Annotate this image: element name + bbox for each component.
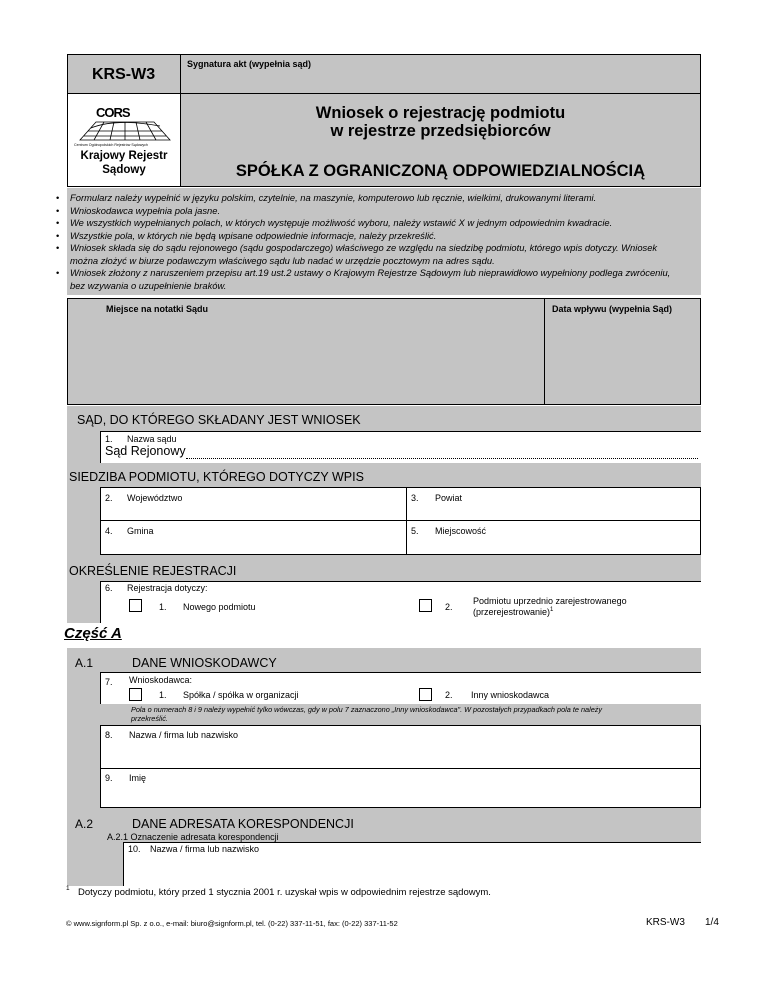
correspondence-name-field[interactable] xyxy=(123,842,701,886)
new-entity-checkbox[interactable] xyxy=(129,599,142,612)
page-number: 1/4 xyxy=(705,917,719,928)
field-label: Nazwa sądu xyxy=(127,434,177,444)
logo-box xyxy=(67,93,181,187)
court-notes-area xyxy=(67,298,545,405)
option-number: 1. xyxy=(159,602,167,612)
option-label: Podmiotu uprzednio zarejestrowanego xyxy=(473,596,627,606)
court-name-field[interactable] xyxy=(100,431,701,463)
receipt-date-area xyxy=(544,298,701,405)
reregistration-checkbox[interactable] xyxy=(419,599,432,612)
footer-copyright: © www.signform.pl Sp. z o.o., e-mail: biuro@signform.pl, tel. (0-22) 337-11-51, fax: (0-22) 337-11-52 xyxy=(66,919,398,928)
title-box xyxy=(180,93,701,187)
section-code: A.1 xyxy=(75,656,94,670)
section-heading: DANE ADRESATA KORESPONDENCJI xyxy=(132,817,354,831)
applicant-section xyxy=(67,648,701,811)
cors-logo-icon xyxy=(76,120,174,142)
field-label: Imię xyxy=(129,773,147,783)
court-section-heading: SĄD, DO KTÓREGO SKŁADANY JEST WNIOSEK xyxy=(77,413,361,427)
field-label: Rejestracja dotyczy: xyxy=(127,583,208,593)
option-label: Inny wnioskodawca xyxy=(471,690,550,700)
footnote-text: Dotyczy podmiotu, który przed 1 stycznia 2001 r. uzyskał wpis w odpowiednim rejestrze sądowym. xyxy=(78,887,491,898)
signature-field xyxy=(180,54,701,94)
county-field[interactable] xyxy=(406,487,701,521)
court-notes-label: Miejsce na notatki Sądu xyxy=(106,304,209,314)
court-name-value: Sąd Rejonowy xyxy=(105,444,186,458)
logo-text: CORS xyxy=(96,105,130,120)
option-label: Nowego podmiotu xyxy=(183,602,256,612)
field-number: 1. xyxy=(105,434,113,444)
footer-form-code: KRS-W3 xyxy=(646,917,685,928)
other-applicant-checkbox[interactable] xyxy=(419,688,432,701)
instructions-list xyxy=(52,192,682,292)
note-text: przekreślić. xyxy=(131,714,168,723)
company-applicant-checkbox[interactable] xyxy=(129,688,142,701)
instruction-item: • Wniosek złożony z naruszeniem przepisu art.19 ust.2 ustawy o Krajowym Rejestrze Sądowym lub nieprawidłowo wypełniony podlega zwróceniu, bez wzywania o uzupełnienie braków. xyxy=(52,267,682,292)
field-number: 9. xyxy=(105,773,113,783)
option-label-line2 xyxy=(473,607,553,617)
form-title-line2: w rejestrze przedsiębiorców xyxy=(330,122,551,140)
field-number: 10. xyxy=(128,844,141,854)
field-label: Województwo xyxy=(127,493,183,503)
form-subtitle: SPÓŁKA Z OGRANICZONĄ ODPOWIEDZIALNOŚCIĄ xyxy=(235,162,646,180)
instruction-item: • Wszystkie pola, w których nie będą wpisane odpowiednie informacje, należy przekreślić. xyxy=(52,230,682,243)
field-label: Powiat xyxy=(435,493,463,503)
form-code: KRS-W3 xyxy=(92,66,156,83)
instruction-item: • Wnioskodawca wypełnia pola jasne. xyxy=(52,205,682,218)
applicant-type-field xyxy=(100,672,701,704)
field-label: Gmina xyxy=(127,526,154,536)
subsection-label: A.2.1 Oznaczenie adresata korespondencji xyxy=(107,832,279,842)
footnote-mark: 1 xyxy=(66,885,70,892)
field-number: 5. xyxy=(411,526,419,536)
court-name-dotted-line xyxy=(186,458,698,459)
option-label: Spółka / spółka w organizacji xyxy=(183,690,299,700)
field-label: Nazwa / firma lub nazwisko xyxy=(129,730,239,740)
seat-section-heading: SIEDZIBA PODMIOTU, KTÓREGO DOTYCZY WPIS xyxy=(69,470,364,484)
option-number: 2. xyxy=(445,690,453,700)
receipt-date-label: Data wpływu (wypełnia Sąd) xyxy=(552,304,673,314)
registration-section xyxy=(67,560,701,623)
field-label: Miejscowość xyxy=(435,526,487,536)
field-number: 6. xyxy=(105,583,113,593)
field-label: Nazwa / firma lub nazwisko xyxy=(150,844,260,854)
form-title-line1: Wniosek o rejestrację podmiotu xyxy=(315,104,566,122)
option-number: 2. xyxy=(445,602,453,612)
registration-section-heading: OKREŚLENIE REJESTRACJI xyxy=(69,564,237,578)
note-text: Pola o numerach 8 i 9 należy wypełnić tylko wówczas, gdy w polu 7 zaznaczono „Inny wnioskodawca". W pozostałych przypadkach pola te należy xyxy=(131,705,603,714)
footnote-ref: 1 xyxy=(550,607,554,613)
part-a-heading: Część A xyxy=(64,625,122,642)
instruction-item: • Formularz należy wypełnić w języku polskim, czytelnie, na maszynie, komputerowo lub ręcznie, wielkimi, drukowanymi literami. xyxy=(52,192,682,205)
locality-field[interactable] xyxy=(406,520,701,555)
section-code: A.2 xyxy=(75,817,94,831)
instruction-item: • We wszystkich wypełnianych polach, w których występuje możliwość wyboru, należy wstawić X w jednym odpowiednim kwadracie. xyxy=(52,217,682,230)
field-number: 4. xyxy=(105,526,113,536)
form-code-box xyxy=(67,54,181,94)
field-number: 2. xyxy=(105,493,113,503)
field-number: 7. xyxy=(105,677,113,687)
instructions-panel xyxy=(67,188,701,295)
option-label-text: (przerejestrowanie) xyxy=(473,607,551,617)
registry-name-line2: Sądowy xyxy=(102,164,146,176)
field-number: 8. xyxy=(105,730,113,740)
section-heading: DANE WNIOSKODAWCY xyxy=(132,656,277,670)
instruction-item: • Wniosek składa się do sądu rejonowego (sądu gospodarczego) właściwego ze względu na siedzibę podmiotu, którego wpis dotyczy. Wniosek można złożyć w biurze podawczym właściwego sądu lub nadać w urzędzie pocztowym na adres sądu. xyxy=(52,242,682,267)
applicant-first-name-field[interactable] xyxy=(100,768,701,808)
field-label: Wnioskodawca: xyxy=(129,675,193,685)
municipality-field[interactable] xyxy=(100,520,407,555)
logo-caption: Centrum Ogólnopolskich Rejestrów Sądowych xyxy=(74,143,148,147)
voivodeship-field[interactable] xyxy=(100,487,407,521)
court-section xyxy=(67,406,701,463)
signature-label: Sygnatura akt (wypełnia sąd) xyxy=(187,59,312,69)
registration-type-field xyxy=(100,581,701,623)
applicant-name-field[interactable] xyxy=(100,725,701,769)
correspondence-section xyxy=(67,810,701,886)
option-number: 1. xyxy=(159,690,167,700)
registry-name-line1: Krajowy Rejestr xyxy=(80,150,168,162)
field-number: 3. xyxy=(411,493,419,503)
seat-section xyxy=(67,463,701,560)
